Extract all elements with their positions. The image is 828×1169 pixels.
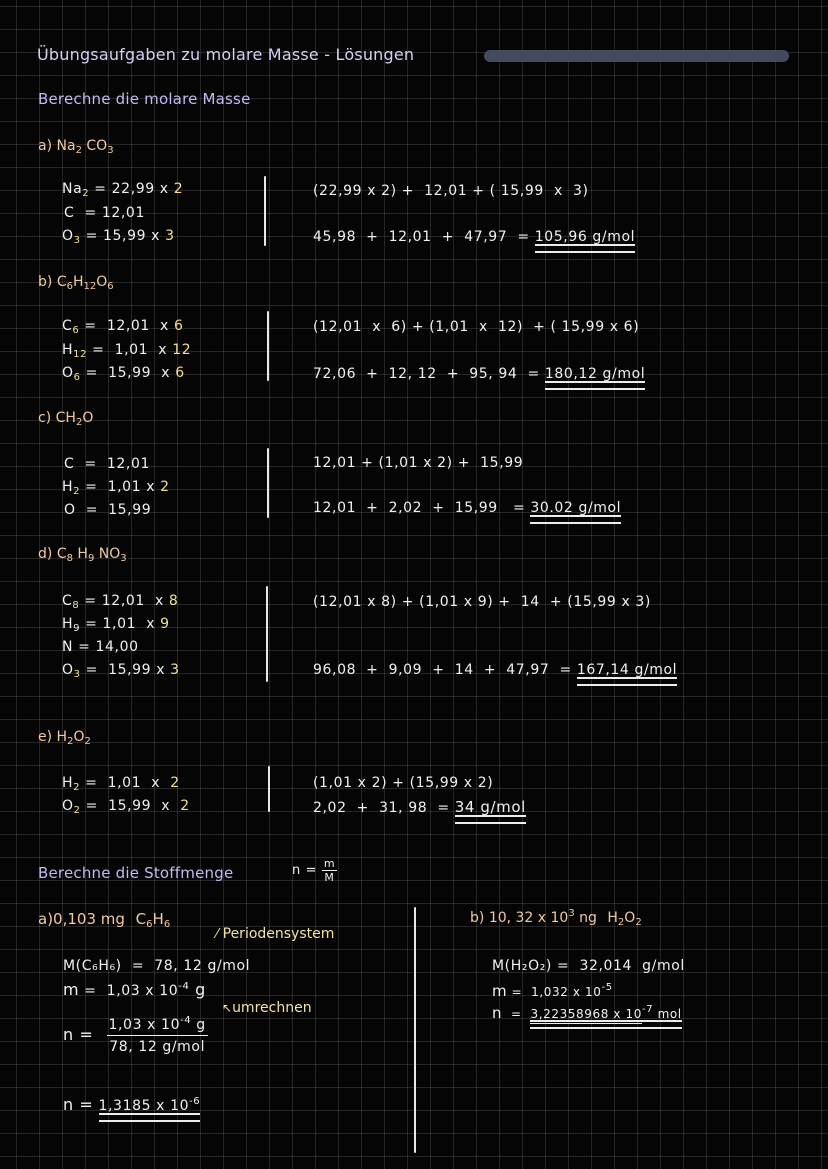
divider (268, 766, 270, 812)
column-divider (414, 907, 416, 1153)
divider (266, 586, 268, 682)
n-result-line: n = 3,22358968 x $10^{-7}$ mol (492, 1004, 682, 1022)
formula-ch2o: $CH_2O$ (55, 410, 94, 428)
problem-a-label (38, 138, 114, 154)
calc-expression: (1,01 x 2) + (15,99 x 2) (313, 775, 494, 791)
divider (267, 448, 269, 518)
problem-label: a) (38, 138, 53, 154)
problem-2a-label: a)0,103 mg $C_6H_6$ (38, 910, 171, 930)
calc-expression: (22,99 x 2) + 12,01 + ( 15,99 x 3) (313, 183, 589, 199)
result-value: 1,3185 x $10^{-6}$ (98, 1096, 201, 1114)
calc-line: $O_2 = 15,99$ x 2 (62, 798, 190, 816)
formula-c6h12o6: $C_6H_{12}O_6$ (56, 274, 114, 292)
mass-line: m = 1,03 x $10^{-4}$ g (63, 980, 206, 999)
calc-line: $H_2 = 1,01$ x 2 (62, 479, 170, 497)
calc-expression: 12,01 + (1,01 x 2) + 15,99 (313, 455, 524, 471)
result-value: 105,96 g/mol (534, 229, 636, 245)
formula-n-equals-m-over-M: n = $\frac{m}{M}$ (292, 857, 336, 884)
calc-line: $Na_2 = 22,99$ x 2 (62, 181, 184, 199)
section-heading-amount-of-substance: Berechne die Stoffmenge (38, 864, 234, 882)
calc-line: $H_{12} = 1,01$ x 12 (62, 342, 192, 360)
calc-sum: 2,02 + 31, 98 = 34 g/mol (313, 798, 526, 816)
problem-d-label: d) $C_8$ $H_9$ $NO_3$ (38, 546, 127, 564)
page-title: Übungsaufgaben zu molare Masse - Lösungen (37, 45, 415, 64)
molar-mass-line: M(C₆H₆) = 78, 12 g/mol (63, 958, 251, 974)
result-value: 34 g/mol (454, 798, 526, 816)
calc-line: $O_3 = 15,99$ x 3 (62, 228, 175, 246)
formula-h2o2: $H_2O_2$ (607, 910, 642, 928)
molar-mass-line: M(H₂O₂) = 32,014 g/mol (492, 958, 685, 974)
calc-line: C = 12,01 (64, 456, 151, 472)
header-bar (484, 50, 789, 62)
mass-line: m = 1,032 x $10^{-5}$ (492, 982, 613, 1000)
result-value: 30.02 g/mol (530, 500, 622, 516)
problem-2b-label: b) 10, 32 x $10^3$ ng $H_2O_2$ (470, 908, 642, 928)
formula-na2co3: $Na_2$ $CO_3$ (56, 138, 114, 156)
formula-h2o2: $H_2O_2$ (56, 729, 91, 747)
calc-sum: 45,98 + 12,01 + 47,97 = 105,96 g/mol (313, 229, 636, 245)
n-fraction: n = $\frac{1,03 x 10^{-4} g}{\text{78, 12 g/mol}}$ (63, 1015, 206, 1055)
result-value: 3,22358968 x $10^{-7}$ mol (530, 1004, 682, 1021)
annotation-periodic-table: ⁄ Periodensystem (216, 926, 335, 942)
calc-sum: 72,06 + 12, 12 + 95, 94 = 180,12 g/mol (313, 366, 646, 382)
calc-line: $O_3 = 15,99$ x 3 (62, 662, 180, 680)
calc-line: N = 14,00 (62, 639, 139, 655)
calc-line: $H_2 = 1,01$ x 2 (62, 775, 180, 793)
annotation-convert: ↖umrechnen (222, 1000, 312, 1016)
calc-line: O = 15,99 (64, 502, 152, 518)
divider (267, 311, 269, 381)
formula-c8h9no3: $C_8$ $H_9$ $NO_3$ (56, 546, 127, 564)
calc-line: C = 12,01 (64, 205, 145, 221)
calc-line: $O_6 = 15,99$ x 6 (62, 365, 185, 383)
result-value: 167,14 g/mol (576, 662, 678, 678)
calc-line: $H_9 = 1,01$ x 9 (62, 616, 170, 634)
problem-c-label: c) $CH_2O$ (38, 410, 94, 428)
calc-line: $C_6 = 12,01$ x 6 (62, 318, 184, 336)
calc-sum: 12,01 + 2,02 + 15,99 = 30.02 g/mol (313, 500, 622, 516)
n-result-line: n = 1,3185 x $10^{-6}$ (63, 1095, 201, 1114)
calc-line: $C_8 = 12,01$ x 8 (62, 593, 179, 611)
section-heading-molar-mass: Berechne die molare Masse (38, 90, 251, 108)
calc-expression: (12,01 x 6) + (1,01 x 12) + ( 15,99 x 6) (313, 319, 640, 335)
calc-expression: (12,01 x 8) + (1,01 x 9) + 14 + (15,99 x 3) (313, 594, 651, 610)
calc-sum: 96,08 + 9,09 + 14 + 47,97 = 167,14 g/mol (313, 662, 678, 678)
problem-e-label: e) $H_2O_2$ (38, 729, 91, 747)
result-value: 180,12 g/mol (544, 366, 646, 382)
formula-c6h6: $C_6H_6$ (135, 910, 171, 930)
divider (264, 176, 266, 246)
problem-b-label: b) $C_6H_{12}O_6$ (38, 274, 114, 292)
